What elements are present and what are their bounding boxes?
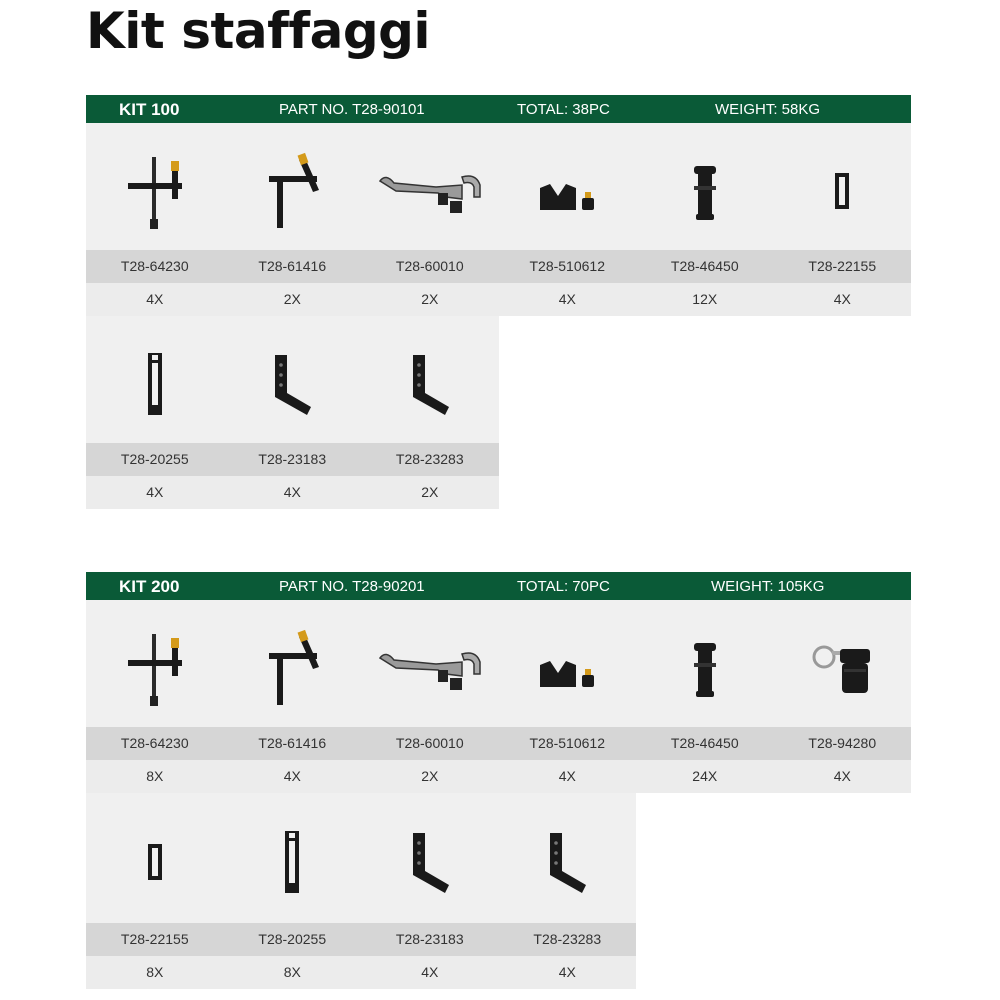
kit-item xyxy=(86,123,224,316)
item-code: T28-22155 xyxy=(86,923,224,956)
item-quantity: 4X xyxy=(224,476,362,509)
item-code: T28-46450 xyxy=(636,727,774,760)
v-block-icon xyxy=(536,168,598,214)
item-quantity: 8X xyxy=(224,956,362,989)
kit-part-no: PART NO. T28-90201 xyxy=(279,578,425,595)
quick-pin-icon xyxy=(810,639,874,697)
kit-item xyxy=(774,600,912,793)
item-code: T28-61416 xyxy=(224,250,362,283)
angle-bracket-icon xyxy=(407,827,453,897)
item-quantity: 2X xyxy=(224,283,362,316)
item-quantity: 4X xyxy=(361,956,499,989)
item-quantity: 4X xyxy=(774,283,912,316)
item-code: T28-510612 xyxy=(499,250,637,283)
kit-part-no: PART NO. T28-90101 xyxy=(279,101,425,118)
screw-clamp-icon xyxy=(122,626,188,710)
item-image xyxy=(224,316,362,443)
screw-clamp-short-icon xyxy=(259,150,325,232)
screw-clamp-short-icon xyxy=(259,627,325,709)
screw-clamp-icon xyxy=(122,149,188,233)
item-quantity: 24X xyxy=(636,760,774,793)
short-slot-bar-icon xyxy=(831,169,853,213)
toggle-clamp-icon xyxy=(376,163,484,219)
item-image xyxy=(636,123,774,250)
item-quantity: 4X xyxy=(499,283,637,316)
bolt-icon xyxy=(686,637,724,699)
kit-weight: WEIGHT: 105KG xyxy=(711,578,825,595)
kit-item xyxy=(86,600,224,793)
item-image xyxy=(774,600,912,727)
item-code: T28-94280 xyxy=(774,727,912,760)
item-image xyxy=(499,793,637,923)
item-image xyxy=(86,793,224,923)
item-quantity: 4X xyxy=(86,476,224,509)
item-image xyxy=(361,600,499,727)
kit-item xyxy=(361,600,499,793)
item-code: T28-20255 xyxy=(224,923,362,956)
angle-bracket-icon xyxy=(269,349,315,419)
kit-item xyxy=(86,316,224,509)
kit-total: TOTAL: 38PC xyxy=(517,101,610,118)
kit-weight: WEIGHT: 58KG xyxy=(715,101,821,118)
item-image xyxy=(499,123,637,250)
item-image xyxy=(361,793,499,923)
kit-header xyxy=(86,572,911,600)
kit-item xyxy=(224,600,362,793)
item-code: T28-23183 xyxy=(361,923,499,956)
item-image xyxy=(499,600,637,727)
angle-bracket-icon xyxy=(407,349,453,419)
kit-item xyxy=(361,793,499,989)
v-block-icon xyxy=(536,645,598,691)
item-code: T28-23283 xyxy=(499,923,637,956)
kit-item xyxy=(361,123,499,316)
item-image xyxy=(86,600,224,727)
item-image xyxy=(636,600,774,727)
kit-item xyxy=(361,316,499,509)
kit-200-table xyxy=(86,572,911,997)
long-slot-bar-icon xyxy=(144,349,166,419)
item-image xyxy=(86,123,224,250)
item-image xyxy=(86,316,224,443)
toggle-clamp-icon xyxy=(376,640,484,696)
kit-item xyxy=(224,316,362,509)
item-quantity: 2X xyxy=(361,760,499,793)
item-quantity: 4X xyxy=(224,760,362,793)
kit-total: TOTAL: 70PC xyxy=(517,578,610,595)
item-image xyxy=(224,123,362,250)
item-code: T28-23183 xyxy=(224,443,362,476)
kit-item xyxy=(636,600,774,793)
long-slot-bar-icon xyxy=(281,827,303,897)
item-quantity: 4X xyxy=(499,956,637,989)
item-image xyxy=(361,123,499,250)
item-quantity: 2X xyxy=(361,476,499,509)
item-image xyxy=(774,123,912,250)
item-code: T28-64230 xyxy=(86,250,224,283)
item-code: T28-46450 xyxy=(636,250,774,283)
item-code: T28-22155 xyxy=(774,250,912,283)
item-code: T28-510612 xyxy=(499,727,637,760)
item-quantity: 12X xyxy=(636,283,774,316)
kit-item xyxy=(499,600,637,793)
item-image xyxy=(361,316,499,443)
item-quantity: 2X xyxy=(361,283,499,316)
kit-item xyxy=(224,123,362,316)
item-code: T28-61416 xyxy=(224,727,362,760)
item-image xyxy=(224,600,362,727)
bolt-icon xyxy=(686,160,724,222)
item-code: T28-60010 xyxy=(361,727,499,760)
short-slot-bar-icon xyxy=(144,840,166,884)
item-code: T28-60010 xyxy=(361,250,499,283)
item-code: T28-23283 xyxy=(361,443,499,476)
kit-item xyxy=(774,123,912,316)
kit-name: KIT 200 xyxy=(119,577,180,596)
item-quantity: 8X xyxy=(86,956,224,989)
item-quantity: 4X xyxy=(86,283,224,316)
item-image xyxy=(224,793,362,923)
item-quantity: 4X xyxy=(499,760,637,793)
kit-name: KIT 100 xyxy=(119,100,180,119)
item-quantity: 8X xyxy=(86,760,224,793)
item-quantity: 4X xyxy=(774,760,912,793)
kit-item xyxy=(224,793,362,989)
angle-bracket-icon xyxy=(544,827,590,897)
kit-item xyxy=(636,123,774,316)
item-code: T28-64230 xyxy=(86,727,224,760)
page-title: Kit staffaggi xyxy=(86,2,431,60)
kit-item xyxy=(86,793,224,989)
kit-header xyxy=(86,95,911,123)
kit-100-table xyxy=(86,95,911,515)
item-code: T28-20255 xyxy=(86,443,224,476)
kit-item xyxy=(499,793,637,989)
kit-item xyxy=(499,123,637,316)
